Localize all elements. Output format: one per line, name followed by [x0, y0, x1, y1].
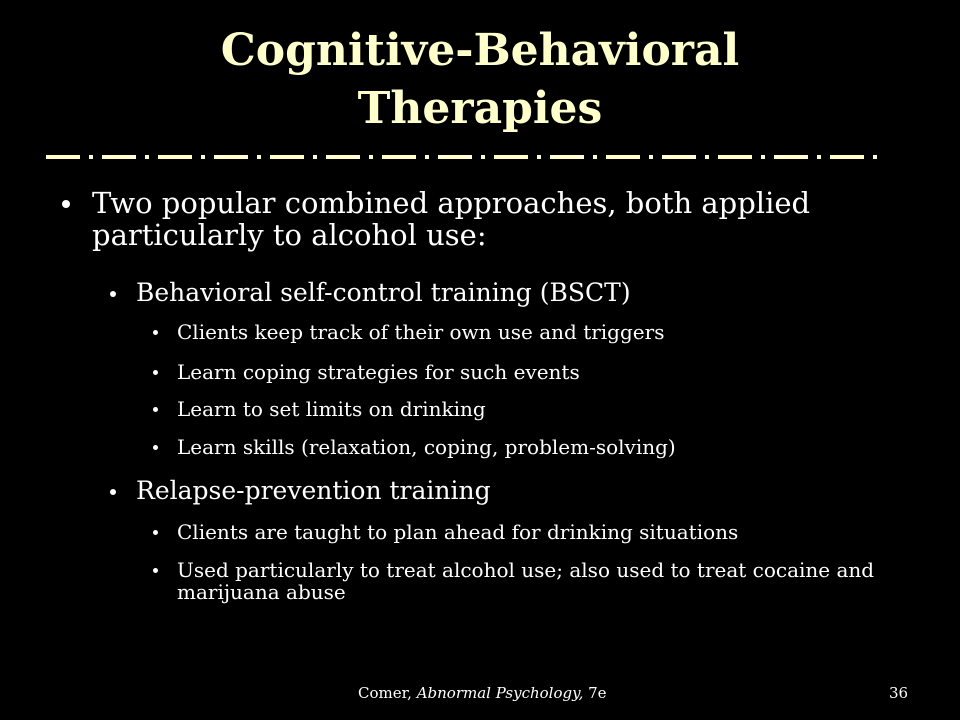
bsct-item [177, 321, 917, 343]
divider-dot [705, 155, 709, 159]
divider-dot [761, 155, 765, 159]
divider-dot [873, 155, 877, 159]
divider-dot [369, 155, 373, 159]
bsct-item-text: Learn skills (relaxation, coping, problem-solving) [177, 435, 676, 459]
divider-dot [89, 155, 93, 159]
divider-dash [438, 155, 472, 159]
bsct-item [177, 436, 917, 458]
bsct-bullet [136, 279, 896, 307]
relapse-item-text: Used particularly to treat alcohol use; also used to treat cocaine and marijuana abuse [177, 558, 875, 604]
bullet-dot [153, 330, 158, 335]
bsct-item-text: Learn coping strategies for such events [177, 360, 580, 384]
divider-dot [817, 155, 821, 159]
main-bullet-text: Two popular combined approaches, both applied particularly to alcohol use: [92, 186, 811, 252]
bsct-item [177, 361, 917, 383]
divider-dash [382, 155, 416, 159]
divider-dash [774, 155, 808, 159]
relapse-item-text: Clients are taught to plan ahead for drinking situations [177, 520, 739, 544]
bullet-dot [153, 568, 158, 573]
divider-dash [662, 155, 696, 159]
divider-dash [326, 155, 360, 159]
footer-book-title: Abnormal Psychology, [416, 684, 584, 702]
bullet-dot [110, 291, 116, 297]
divider-dash [214, 155, 248, 159]
bullet-dot [153, 370, 158, 375]
footer-author: Comer, [358, 684, 412, 702]
title-divider [46, 152, 912, 162]
bullet-dot [153, 445, 158, 450]
main-bullet [92, 187, 892, 251]
bullet-dot [153, 407, 158, 412]
divider-dot [313, 155, 317, 159]
divider-dash [606, 155, 640, 159]
divider-dash [550, 155, 584, 159]
divider-dot [481, 155, 485, 159]
divider-dash [718, 155, 752, 159]
divider-dot [257, 155, 261, 159]
bsct-item-text: Learn to set limits on drinking [177, 397, 486, 421]
relapse-bullet-text: Relapse-prevention training [136, 476, 491, 505]
divider-dot [201, 155, 205, 159]
relapse-item [177, 559, 917, 603]
page-number: 36 [889, 684, 909, 702]
relapse-item [177, 521, 917, 543]
relapse-bullet [136, 477, 896, 505]
divider-dash [830, 155, 864, 159]
bsct-item [177, 398, 917, 420]
bullet-dot [62, 200, 70, 208]
title-line-2: Therapies [357, 83, 603, 134]
divider-dash [102, 155, 136, 159]
divider-dot [425, 155, 429, 159]
bsct-bullet-text: Behavioral self-control training (BSCT) [136, 278, 631, 307]
divider-dash [46, 155, 80, 159]
divider-dot [537, 155, 541, 159]
divider-dash [494, 155, 528, 159]
divider-dot [593, 155, 597, 159]
divider-dot [649, 155, 653, 159]
footer-edition: 7e [588, 684, 607, 702]
title-line-1: Cognitive-Behavioral [220, 25, 740, 76]
slide-footer [358, 684, 607, 702]
divider-dash [158, 155, 192, 159]
bullet-dot [110, 489, 116, 495]
slide-title [60, 22, 900, 138]
divider-dot [145, 155, 149, 159]
bsct-item-text: Clients keep track of their own use and triggers [177, 320, 665, 344]
divider-dash [270, 155, 304, 159]
bullet-dot [153, 530, 158, 535]
